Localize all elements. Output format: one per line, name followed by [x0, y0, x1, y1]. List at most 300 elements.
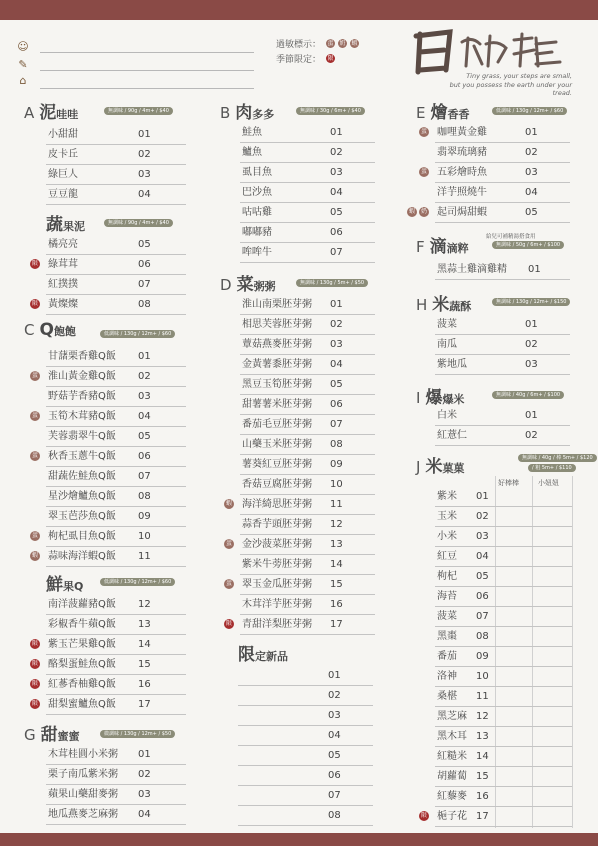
- menu-item-row[interactable]: [435, 667, 572, 687]
- menu-item-name: 金沙菠菜胚芽粥: [242, 539, 312, 550]
- menu-item-row[interactable]: [46, 655, 186, 675]
- menu-item-row[interactable]: [240, 335, 375, 355]
- menu-item-row[interactable]: [238, 806, 373, 826]
- menu-item-name: 嘟嘟豬: [242, 227, 272, 238]
- seasonal-mark: 限: [327, 55, 334, 62]
- item-tag-badge: 限: [225, 620, 232, 627]
- note-line[interactable]: [40, 70, 254, 71]
- menu-item-number: 17: [330, 619, 343, 630]
- menu-item-name: 蒜味海洋蝦Q飯: [48, 551, 116, 562]
- menu-item-number: 04: [330, 359, 343, 370]
- tagline-1: Tiny grass, your steps are small,: [466, 72, 572, 80]
- menu-item-name: 菠菜: [437, 611, 457, 622]
- house-icon: ⌂: [19, 74, 27, 87]
- menu-item-name: 虱目魚: [242, 167, 272, 178]
- menu-item-name: 翠玉金瓜胚芽粥: [242, 579, 312, 590]
- menu-item-name: 黑木耳: [437, 731, 467, 742]
- section-title-sub: 菓菓: [442, 462, 465, 475]
- section-title-main: 燴: [430, 103, 448, 123]
- menu-item-name: 海苔: [437, 591, 457, 602]
- section-note: 給兒可補精湯搭食用: [486, 234, 536, 240]
- menu-item-name: 洋芋照燒牛: [437, 187, 487, 198]
- item-tag-badge: 限: [31, 700, 38, 707]
- menu-item-number: 01: [525, 127, 538, 138]
- menu-item-row[interactable]: [46, 527, 186, 547]
- menu-item-name: 黑棗: [437, 631, 457, 642]
- menu-item-number: 15: [476, 771, 489, 782]
- section-title-sub: 香香: [447, 108, 470, 121]
- section-spec-pill: 低調味 / 130g / 12m+ / $60: [100, 330, 175, 338]
- section-letter: A: [24, 104, 35, 122]
- menu-item-number: 05: [138, 431, 151, 442]
- menu-item-number: 09: [138, 511, 151, 522]
- section-spec-pill: 無調味 / 130g / 5m+ / $50: [296, 279, 368, 287]
- section-letter: G: [24, 726, 36, 744]
- section-title-sub: 蔬酥: [449, 300, 472, 313]
- menu-item-row[interactable]: [435, 183, 570, 203]
- column-header-stick: 好棒棒: [498, 479, 519, 487]
- menu-item-number: 03: [138, 391, 151, 402]
- menu-item-name: 香菇豆腐胚芽粥: [242, 479, 312, 490]
- section-h-heading: [416, 290, 471, 315]
- menu-item-row[interactable]: [240, 435, 375, 455]
- menu-item-number: 01: [525, 319, 538, 330]
- menu-item-number: 04: [138, 809, 151, 820]
- egg-mark: 蛋: [327, 40, 334, 47]
- menu-item-number: 01: [525, 410, 538, 421]
- menu-item-name: 桑椹: [437, 691, 457, 702]
- menu-item-row[interactable]: [238, 726, 373, 746]
- menu-item-number: 08: [328, 810, 341, 821]
- section-spec-pill: 低調味 / 130g / 12m+ / $60: [492, 107, 567, 115]
- section-spec-pill-2: / 粗 5m+ / $110: [528, 464, 576, 472]
- menu-item-name: 白米: [437, 410, 457, 421]
- section-title-main: 蔬: [46, 215, 63, 235]
- menu-item-row[interactable]: [238, 786, 373, 806]
- menu-item-row[interactable]: [46, 427, 186, 447]
- section-title-sub: 滴粹: [446, 242, 469, 255]
- menu-item-row[interactable]: [46, 547, 186, 567]
- section-c2-heading: [46, 570, 83, 595]
- menu-item-number: 11: [476, 691, 489, 702]
- menu-item-number: 01: [138, 749, 151, 760]
- section-letter: H: [416, 296, 428, 314]
- menu-item-row[interactable]: [46, 235, 186, 255]
- menu-item-number: 02: [330, 319, 343, 330]
- tagline-2: but you possess the earth under your tread.: [449, 81, 572, 97]
- menu-item-name: 甘藷栗香雞Q飯: [48, 351, 116, 362]
- menu-item-number: 02: [525, 147, 538, 158]
- section-title-main: 甜: [40, 725, 58, 745]
- item-tag-badge: 限: [31, 680, 38, 687]
- menu-item-number: 01: [528, 264, 541, 275]
- brand-logo: [410, 26, 570, 76]
- menu-item-number: 14: [138, 639, 151, 650]
- menu-item-row[interactable]: [240, 595, 375, 615]
- menu-item-row[interactable]: [435, 567, 572, 587]
- section-title-sub: 爆米: [442, 393, 465, 406]
- menu-item-name: 翡翠琉璃豬: [437, 147, 487, 158]
- menu-item-number: 13: [476, 731, 489, 742]
- menu-item-number: 12: [138, 599, 151, 610]
- menu-item-number: 05: [138, 239, 151, 250]
- menu-item-number: 01: [476, 491, 489, 502]
- menu-item-row[interactable]: [435, 527, 572, 547]
- menu-item-row[interactable]: [238, 746, 373, 766]
- menu-item-number: 05: [330, 207, 343, 218]
- menu-item-number: 01: [330, 127, 343, 138]
- menu-item-number: 14: [476, 751, 489, 762]
- menu-item-row[interactable]: [240, 495, 375, 515]
- menu-item-number: 06: [138, 451, 151, 462]
- menu-item-number: 12: [330, 519, 343, 530]
- menu-item-number: 05: [525, 207, 538, 218]
- menu-item-row[interactable]: [240, 615, 375, 635]
- menu-item-row[interactable]: [46, 507, 186, 527]
- menu-item-row[interactable]: [240, 375, 375, 395]
- menu-item-row[interactable]: [435, 767, 572, 787]
- menu-item-name: 紫米: [437, 491, 457, 502]
- item-tag-badge: 蝦: [31, 552, 38, 559]
- milk-mark: 奶: [339, 40, 346, 47]
- menu-item-row[interactable]: [46, 407, 186, 427]
- menu-item-row[interactable]: [435, 607, 572, 627]
- menu-item-row[interactable]: [435, 203, 570, 223]
- menu-item-number: 04: [330, 187, 343, 198]
- section-spec-pill: 無調味 / 50g / 6m+ / $100: [492, 241, 564, 249]
- menu-item-number: 12: [476, 711, 489, 722]
- item-tag-badge: 蛋: [31, 452, 38, 459]
- menu-item-number: 05: [476, 571, 489, 582]
- menu-item-name: 甜梨蜜鱸魚Q飯: [48, 699, 116, 710]
- menu-item-row[interactable]: [240, 203, 375, 223]
- menu-item-row[interactable]: [46, 295, 186, 315]
- menu-item-row[interactable]: [46, 487, 186, 507]
- menu-item-name: 秋香玉蔥牛Q飯: [48, 451, 116, 462]
- menu-item-number: 04: [525, 187, 538, 198]
- item-tag-badge: 蝦: [225, 500, 232, 507]
- menu-item-row[interactable]: [46, 765, 186, 785]
- menu-item-row[interactable]: [240, 223, 375, 243]
- menu-item-row[interactable]: [435, 787, 572, 807]
- menu-item-row[interactable]: [435, 123, 570, 143]
- menu-item-row[interactable]: [46, 745, 186, 765]
- menu-item-name: 淮山黃金雞Q飯: [48, 371, 116, 382]
- section-title-main: 米: [425, 457, 443, 477]
- section-spec-pill: 微調味 / 130g / 12m+ / $50: [100, 730, 175, 738]
- menu-item-number: 07: [330, 247, 343, 258]
- section-title-main: 米: [432, 295, 450, 315]
- person-icon: ☺: [17, 40, 29, 53]
- item-tag-badge: 蝦: [408, 208, 415, 215]
- menu-item-row[interactable]: [435, 315, 570, 335]
- menu-item-name: 玉米: [437, 511, 457, 522]
- menu-item-name: 紅蔘香柚雞Q飯: [48, 679, 116, 690]
- menu-item-name: 翠玉芭莎魚Q飯: [48, 511, 116, 522]
- menu-item-number: 17: [476, 811, 489, 822]
- menu-item-row[interactable]: [435, 143, 570, 163]
- menu-item-row[interactable]: [240, 123, 375, 143]
- item-tag-badge: 蛋: [31, 532, 38, 539]
- pencil-icon: ✎: [18, 58, 28, 71]
- section-letter: J: [416, 458, 421, 476]
- menu-item-number: 16: [476, 791, 489, 802]
- menu-item-name: 小米: [437, 531, 457, 542]
- menu-item-row[interactable]: [46, 615, 186, 635]
- menu-item-number: 03: [330, 339, 343, 350]
- section-a2-heading: [46, 210, 85, 235]
- menu-item-row[interactable]: [435, 426, 570, 446]
- menu-item-row[interactable]: [46, 595, 186, 615]
- menu-item-row[interactable]: [435, 507, 572, 527]
- menu-item-row[interactable]: [240, 535, 375, 555]
- menu-item-name: 酪梨蛋鮭魚Q飯: [48, 659, 116, 670]
- menu-item-row[interactable]: [435, 260, 570, 280]
- menu-item-row[interactable]: [46, 275, 186, 295]
- menu-item-name: 枸杞虱目魚Q飯: [48, 531, 116, 542]
- menu-item-name: 玉筍木茸豬Q飯: [48, 411, 116, 422]
- menu-item-name: 紅撲撲: [48, 279, 78, 290]
- menu-item-row[interactable]: [238, 706, 373, 726]
- item-tag-badge: 奶: [420, 208, 427, 215]
- menu-item-name: 紅豆: [437, 551, 457, 562]
- menu-item-number: 01: [138, 129, 151, 140]
- section-title-sub: 果泥: [63, 220, 85, 233]
- menu-item-row[interactable]: [435, 163, 570, 183]
- section-title-sub: 飽飽: [53, 325, 76, 338]
- section-spec-pill: 無調味 / 40g / 棒 5m+ / $120: [518, 454, 597, 462]
- menu-item-name: 青甜洋梨胚芽粥: [242, 619, 312, 630]
- menu-item-name: 甜蔬佐鮭魚Q飯: [48, 471, 116, 482]
- column-divider: [572, 476, 573, 828]
- menu-item-row[interactable]: [435, 727, 572, 747]
- menu-item-number: 06: [476, 591, 489, 602]
- menu-item-row[interactable]: [240, 243, 375, 263]
- menu-item-name: 山藥玉米胚芽粥: [242, 439, 312, 450]
- menu-item-row[interactable]: [240, 455, 375, 475]
- menu-item-name: 小甜甜: [48, 129, 78, 140]
- menu-item-row[interactable]: [46, 367, 186, 387]
- menu-item-number: 11: [138, 551, 151, 562]
- menu-item-name: 海洋綺思胚芽粥: [242, 499, 312, 510]
- item-tag-badge: 蛋: [225, 540, 232, 547]
- section-title-sub: 粥粥: [253, 280, 276, 293]
- menu-item-row[interactable]: [46, 635, 186, 655]
- menu-item-row[interactable]: [435, 807, 572, 827]
- menu-item-row[interactable]: [46, 675, 186, 695]
- menu-item-number: 06: [138, 259, 151, 270]
- menu-item-number: 08: [138, 299, 151, 310]
- menu-item-number: 03: [328, 710, 341, 721]
- menu-item-row[interactable]: [240, 575, 375, 595]
- menu-item-number: 04: [138, 189, 151, 200]
- menu-item-number: 05: [330, 379, 343, 390]
- menu-item-row[interactable]: [46, 785, 186, 805]
- item-tag-badge: 蛋: [420, 168, 427, 175]
- menu-item-number: 07: [138, 471, 151, 482]
- menu-item-row[interactable]: [435, 627, 572, 647]
- menu-item-name: 咕咕雞: [242, 207, 272, 218]
- menu-item-number: 03: [330, 167, 343, 178]
- menu-item-name: 紅薏仁: [437, 430, 467, 441]
- section-b-heading: [220, 98, 274, 123]
- menu-item-name: 金黃薯黍胚芽粥: [242, 359, 312, 370]
- menu-item-name: 薯葵紅豆胚芽粥: [242, 459, 312, 470]
- menu-item-row[interactable]: [240, 555, 375, 575]
- menu-item-row[interactable]: [46, 255, 186, 275]
- menu-item-row[interactable]: [46, 447, 186, 467]
- section-i-heading: [416, 383, 464, 408]
- top-band: [0, 0, 598, 20]
- menu-item-name: 鱸魚: [242, 147, 262, 158]
- menu-item-row[interactable]: [46, 695, 186, 715]
- menu-item-name: 黑豆玉筍胚芽粥: [242, 379, 312, 390]
- menu-item-name: 五彩燴時魚: [437, 167, 487, 178]
- section-spec-pill: 低調味 / 130g / 12m+ / $60: [100, 578, 175, 586]
- menu-item-row[interactable]: [240, 295, 375, 315]
- item-tag-badge: 蛋: [225, 580, 232, 587]
- menu-item-number: 02: [138, 149, 151, 160]
- menu-item-row[interactable]: [435, 487, 572, 507]
- menu-item-name: 木茸洋芋胚芽粥: [242, 599, 312, 610]
- allergen-label: 過敏標示：: [276, 40, 322, 50]
- menu-item-name: 黃燦燦: [48, 299, 78, 310]
- menu-item-number: 06: [328, 770, 341, 781]
- menu-item-number: 07: [330, 419, 343, 430]
- menu-item-number: 10: [138, 531, 151, 542]
- menu-item-row[interactable]: [435, 547, 572, 567]
- menu-item-number: 03: [476, 531, 489, 542]
- menu-item-row[interactable]: [238, 666, 373, 686]
- menu-item-name: 木茸桂圓小米粥: [48, 749, 118, 760]
- menu-item-row[interactable]: [435, 335, 570, 355]
- menu-item-name: 相思芙蓉胚芽粥: [242, 319, 312, 330]
- menu-item-row[interactable]: [240, 515, 375, 535]
- menu-item-number: 04: [328, 730, 341, 741]
- menu-item-number: 09: [476, 651, 489, 662]
- menu-item-name: 紫地瓜: [437, 359, 467, 370]
- menu-item-row[interactable]: [240, 355, 375, 375]
- menu-item-name: 綠巨人: [48, 169, 78, 180]
- seasonal-label: 季節限定：: [276, 55, 322, 65]
- section-title-sub: 定新品: [255, 650, 288, 663]
- menu-item-row[interactable]: [435, 587, 572, 607]
- menu-item-name: 彩椒香牛蘋Q飯: [48, 619, 116, 630]
- menu-item-name: 紫米牛蒡胚芽粥: [242, 559, 312, 570]
- menu-item-row[interactable]: [46, 165, 186, 185]
- menu-item-row[interactable]: [46, 347, 186, 367]
- menu-item-row[interactable]: [240, 163, 375, 183]
- item-tag-badge: 蛋: [420, 128, 427, 135]
- bottom-band: [0, 833, 598, 846]
- menu-item-row[interactable]: [46, 185, 186, 205]
- menu-item-row[interactable]: [240, 143, 375, 163]
- menu-item-row[interactable]: [238, 686, 373, 706]
- menu-item-number: 08: [330, 439, 343, 450]
- menu-item-number: 01: [330, 299, 343, 310]
- menu-item-number: 04: [476, 551, 489, 562]
- menu-item-row[interactable]: [240, 475, 375, 495]
- menu-item-number: 03: [138, 169, 151, 180]
- menu-item-number: 10: [330, 479, 343, 490]
- menu-item-name: 菠菜: [437, 319, 457, 330]
- item-tag-badge: 限: [420, 812, 427, 819]
- menu-item-row[interactable]: [435, 687, 572, 707]
- menu-item-row[interactable]: [240, 183, 375, 203]
- menu-item-name: 紅糙米: [437, 751, 467, 762]
- menu-item-number: 14: [330, 559, 343, 570]
- menu-item-number: 09: [330, 459, 343, 470]
- menu-item-name: 蕈菇燕麥胚芽粥: [242, 339, 312, 350]
- section-title-sub: 多多: [252, 108, 275, 121]
- name-line[interactable]: [40, 52, 254, 53]
- menu-item-row[interactable]: [240, 315, 375, 335]
- menu-item-name: 甜薯薯米胚芽粥: [242, 399, 312, 410]
- menu-item-number: 07: [476, 611, 489, 622]
- menu-item-number: 16: [138, 679, 151, 690]
- menu-item-name: 栗子南瓜紫米粥: [48, 769, 118, 780]
- menu-item-row[interactable]: [46, 125, 186, 145]
- menu-item-number: 02: [525, 339, 538, 350]
- section-letter: I: [416, 389, 421, 407]
- menu-item-row[interactable]: [240, 415, 375, 435]
- menu-item-name: 星沙燴鱸魚Q飯: [48, 491, 116, 502]
- menu-item-number: 01: [138, 351, 151, 362]
- menu-item-number: 01: [328, 670, 341, 681]
- menu-item-name: 紅藜麥: [437, 791, 467, 802]
- section-letter: D: [220, 276, 232, 294]
- menu-item-number: 08: [476, 631, 489, 642]
- menu-item-row[interactable]: [435, 707, 572, 727]
- section-title-main: 滴: [429, 237, 447, 257]
- menu-item-name: 巴沙魚: [242, 187, 272, 198]
- section-letter: F: [416, 238, 425, 256]
- section-title-main: 菜: [236, 275, 254, 295]
- menu-item-name: 地瓜燕麥芝麻粥: [48, 809, 118, 820]
- menu-item-name: 蒜香芋頭胚芽粥: [242, 519, 312, 530]
- menu-item-number: 02: [330, 147, 343, 158]
- menu-item-name: 橘亮亮: [48, 239, 78, 250]
- menu-item-row[interactable]: [240, 395, 375, 415]
- address-line[interactable]: [40, 88, 254, 89]
- menu-item-number: 06: [330, 399, 343, 410]
- menu-item-row[interactable]: [435, 747, 572, 767]
- section-title-main: Q: [39, 320, 54, 340]
- section-a-heading: [24, 98, 78, 123]
- section-e-heading: [416, 98, 469, 123]
- menu-item-row[interactable]: [435, 406, 570, 426]
- menu-item-number: 02: [328, 690, 341, 701]
- section-spec-pill: 無調味 / 30g / 6m+ / $40: [296, 107, 365, 115]
- menu-item-row[interactable]: [46, 467, 186, 487]
- menu-item-name: 枸杞: [437, 571, 457, 582]
- column-header-puff: 小妞妞: [538, 479, 559, 487]
- menu-item-row[interactable]: [435, 355, 570, 375]
- menu-item-row[interactable]: [238, 766, 373, 786]
- menu-item-number: 03: [525, 359, 538, 370]
- menu-item-number: 02: [138, 769, 151, 780]
- menu-item-row[interactable]: [435, 647, 572, 667]
- menu-item-number: 13: [138, 619, 151, 630]
- menu-item-row[interactable]: [46, 145, 186, 165]
- item-tag-badge: 蛋: [31, 412, 38, 419]
- menu-item-row[interactable]: [46, 387, 186, 407]
- menu-item-number: 05: [328, 750, 341, 761]
- section-spec-pill: 無調味 / 40g / 6m+ / $100: [492, 391, 564, 399]
- menu-item-number: 02: [476, 511, 489, 522]
- menu-item-row[interactable]: [46, 805, 186, 825]
- menu-item-number: 13: [330, 539, 343, 550]
